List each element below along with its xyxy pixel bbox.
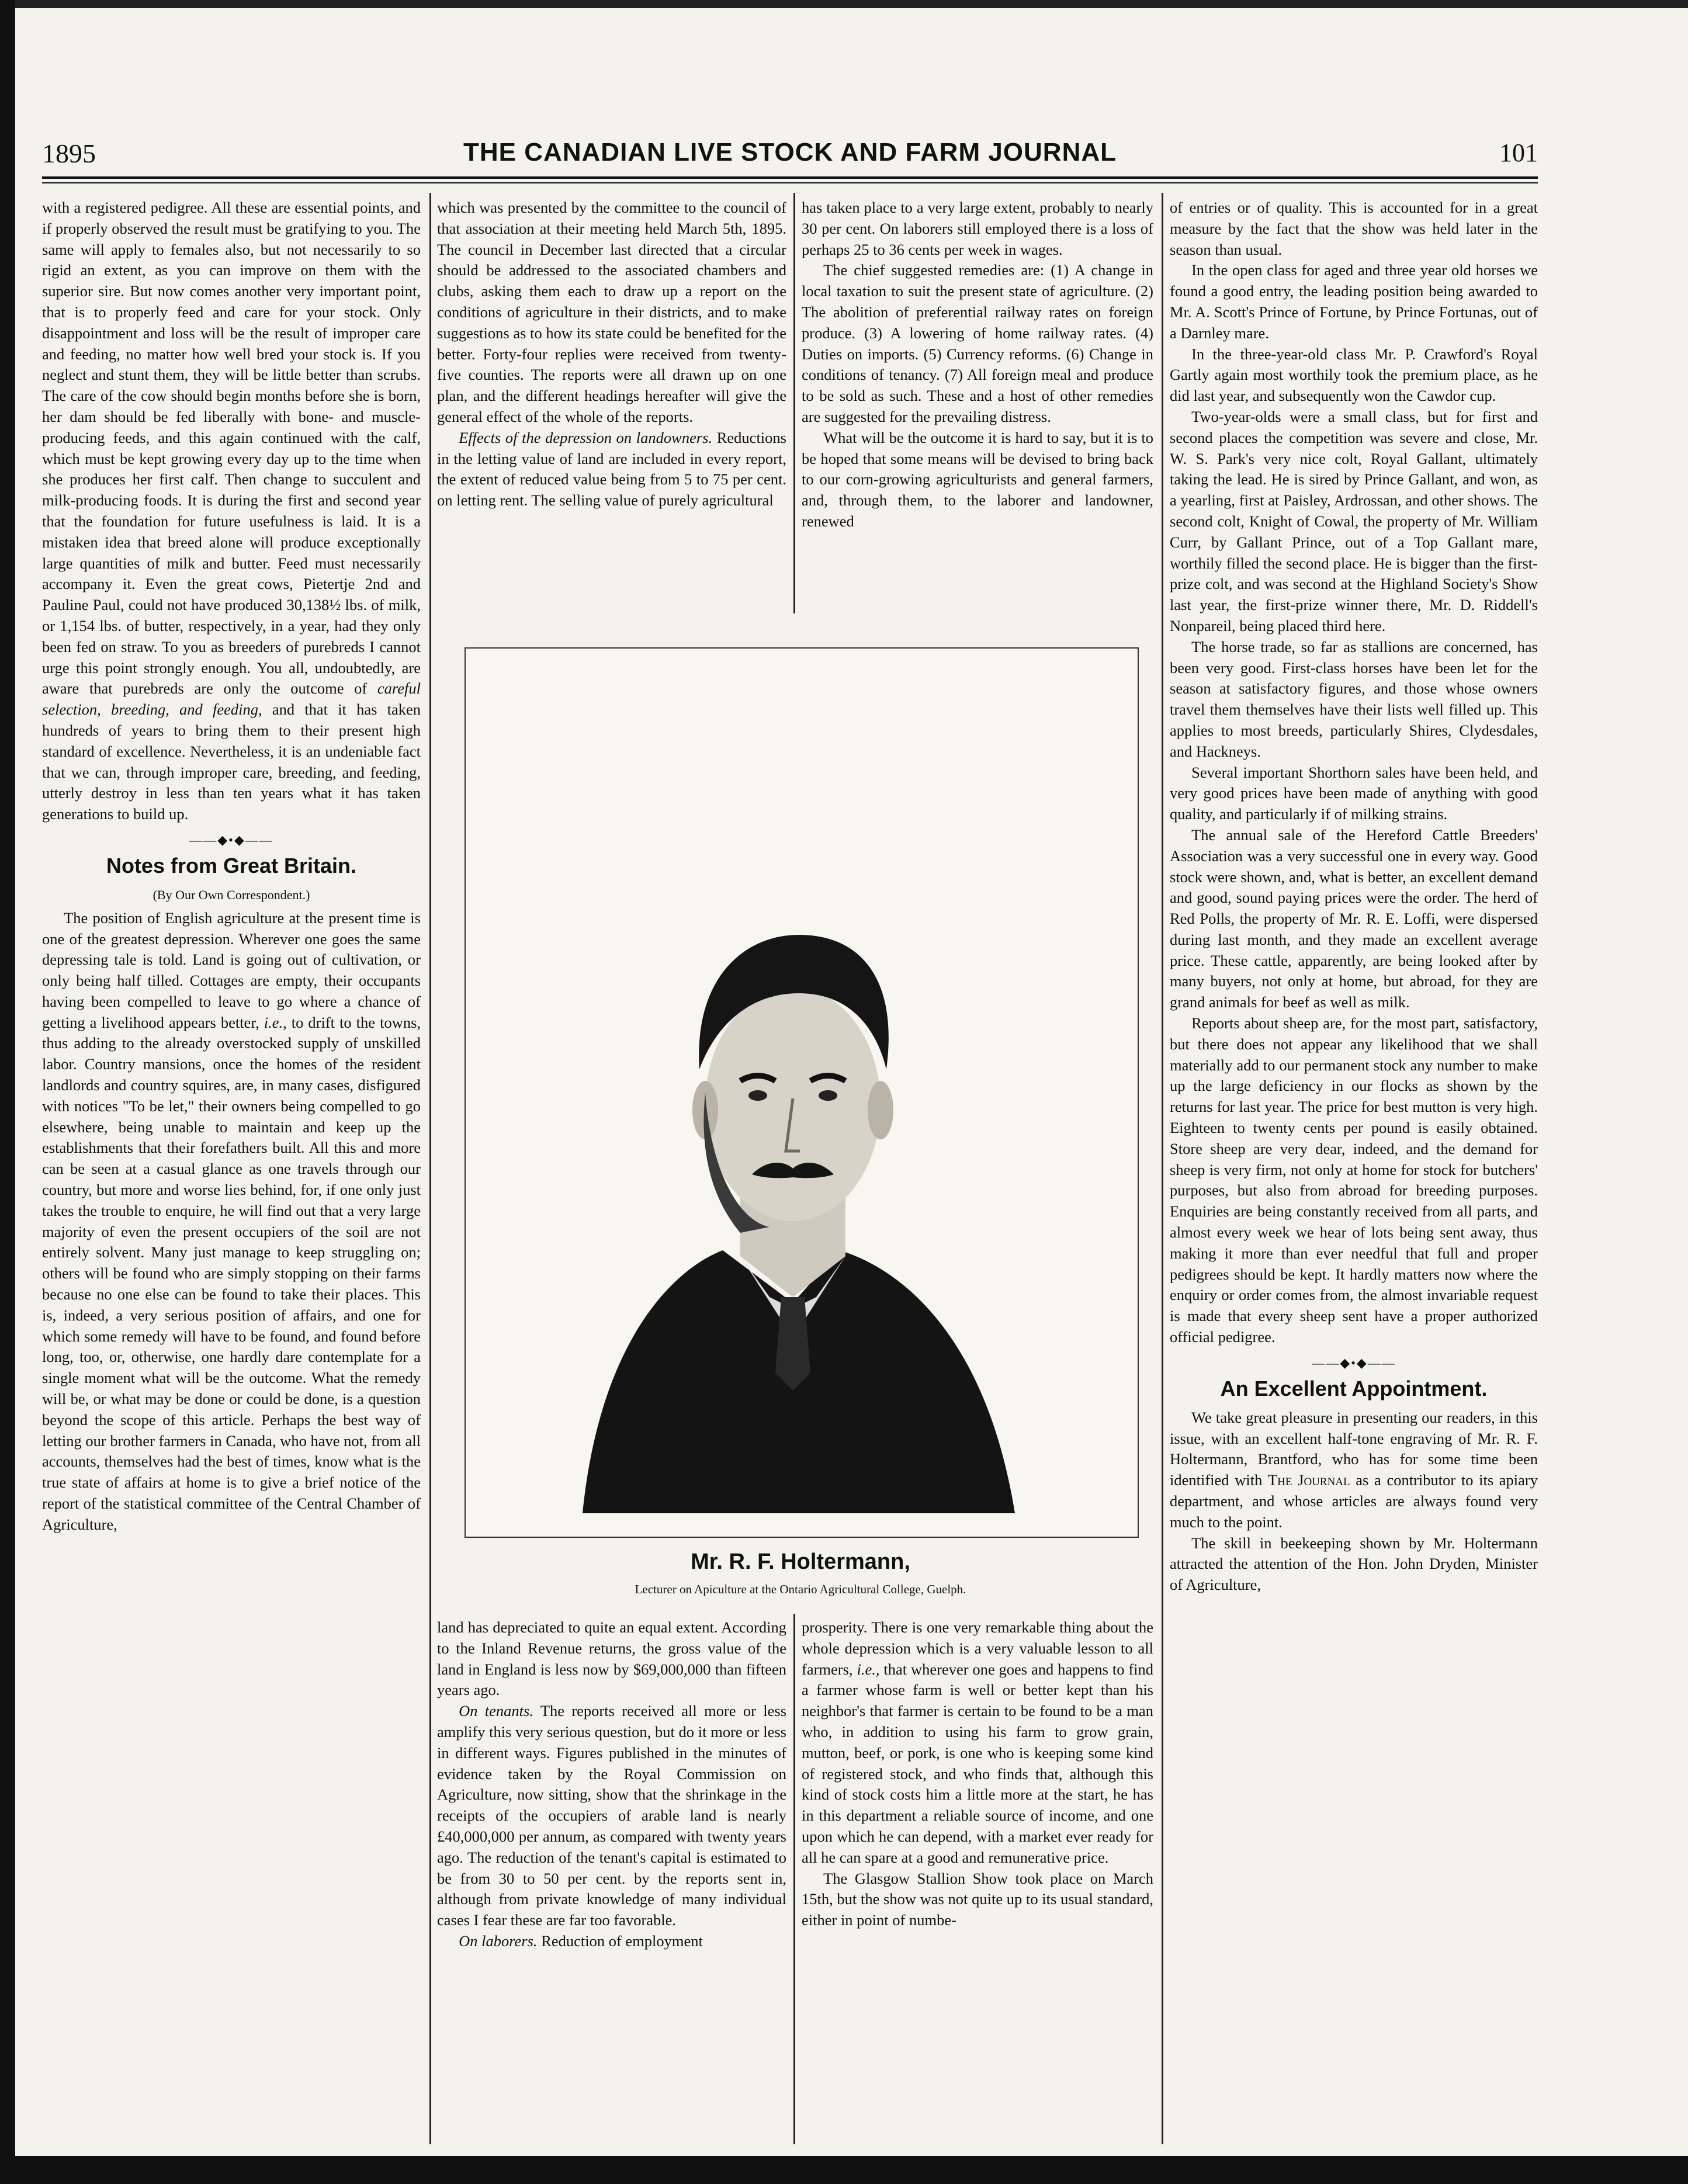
page-edge-top [0, 0, 1688, 8]
page-edge-bottom [0, 2156, 1688, 2184]
heading-excellent-appointment: An Excellent Appointment. [1220, 1376, 1488, 1400]
page-header [42, 138, 1538, 173]
col4-paragraph-6: Several important Shorthorn sales have been held, and very good prices have been made of anything with good quality, and particularly if of milking strains. [1170, 763, 1538, 823]
col2-paragraph-2: Effects of the depression on landowners. Reductions in the letting value of land are included in every report, the extent of reduced value being from 5 to 75 per cent. on letting rent. The selling value of purely agricultural [437, 428, 786, 509]
col3-paragraph-3: What will be the outcome it is hard to say, but it is to be hoped that some means will be devised to bring back to our corn-growing agriculturists and general farmers, and, through them, to the laborer and landowner, renewed [802, 428, 1153, 530]
col4-paragraph-5: The horse trade, so far as stallions are concerned, has been very good. First-class horses have been let for the season at satisfactory figures, and those whose owners travel them themselves have their lists well filled up. This applies to most breeds, particularly Shires, Clydesdales, and Hackneys. [1170, 637, 1538, 760]
col3-paragraph-1: has taken place to a very large extent, probably to nearly 30 per cent. On laborers still employed there is a loss of perhaps 25 to 36 cents per week in wages. [802, 199, 1153, 258]
column-3-bottom [802, 1617, 1153, 1931]
portrait-frame [465, 647, 1139, 1538]
byline: (By Our Own Correspondent.) [152, 887, 310, 902]
col2-paragraph-1: which was presented by the committee to the council of that association at their meeting held March 5th, 1895. The council in December last directed that a circular should be addressed to the associated chambers and clubs, asking them each to draw up a report on the conditions of agriculture in their districts, and to make suggestions as to how its state could be benefited for the better. Forty-four replies were received from twenty-five counties. The reports were all drawn up on one plan, and the different headings hereafter will give the general effect of the whole of the reports. [437, 199, 786, 425]
col3-paragraph-5: The Glasgow Stallion Show took place on March 15th, but the show was not quite up to its usual standard, either in point of numbe- [802, 1869, 1153, 1929]
journal-title: THE CANADIAN LIVE STOCK AND FARM JOURNAL [463, 138, 1117, 167]
header-rule-thin [42, 182, 1538, 183]
heading-notes-great-britain: Notes from Great Britain. [106, 853, 357, 878]
col3-paragraph-2: The chief suggested remedies are: (1) A change in local taxation to suit the present state of agriculture. (2) The abolition of preferential railway rates on foreign produce. (3) A lowering of home railway rates. (4) Duties on imports. (5) Currency reforms. (6) Change in conditions of tenancy. (7) All foreign meal and produce to be sold as such. These and a host of other remedies are suggested for the prevailing distress. [802, 261, 1153, 425]
col2-paragraph-5: On laborers. Reduction of employment [459, 1932, 703, 1950]
column-4 [1170, 197, 1538, 1596]
column-3-top [802, 197, 1153, 532]
column-rule-2-bottom [793, 1614, 795, 2144]
col4-paragraph-4: Two-year-olds were a small class, but for first and second places the competition was severe and close, Mr. W. S. Park's very nice colt, Royal Gallant, ultimately taking the lead. He is sired by Prince Gallant, and won, as a yearling, first at Paisley, Ardrossan, and other shows. The second colt, Knight of Cowal, the property of Mr. William Curr, by Gallant Prince, out of a Top Gallant mare, worthily filled the second place. He is bigger than the first-prize colt, and was second at the Highland Society's Show last year, the first-prize winner there, Mr. D. Riddell's Nonpareil, being placed third here. [1170, 407, 1538, 635]
header-rule [42, 176, 1538, 179]
column-rule-1 [429, 193, 431, 2144]
column-rule-2-top [793, 193, 795, 613]
col4-paragraph-9: We take great pleasure in presenting our readers, in this issue, with an excellent half-tone engraving of Mr. R. F. Holtermann, Brantford, who has for some time been identified with The Journal as a contributor to its apiary department, and whose articles are always found very much to the point. [1170, 1408, 1538, 1531]
col1-paragraph-1: with a registered pedigree. All these are essential points, and if properly observed the result must be gratifying to you. The same will apply to females also, but not necessarily to so rigid an extent, as you can improve on them with the superior sire. But now comes another very important point, that is to properly feed and care for your stock. Only disappointment and loss will be the result of improper care and feeding, no matter how well bred your stock is. If you neglect and stunt them, they will be little better than scrubs. The care of the cow should begin months before she is born, her dam should be fed liberally with bone- and muscle-producing feeds, and this again continued with the calf, which must be kept growing every day up to the time when she produces her first calf. Then change to succulent and milk-producing foods. It is during the first and second year that the foundation for future usefulness is laid. It is a mistaken idea that breed alone will produce exceptionally large quantities of milk and butter. Feed must necessarily accompany it. Even the great cows, Pietertje 2nd and Pauline Paul, could not have produced 30,138½ lbs. of milk, or 1,154 lbs. of butter, respectively, in a year, had they only been fed on straw. To you as breeders of purebreds I cannot urge this point strongly enough. You all, undoubtedly, are aware that purebreds are only the outcome of careful selection, breeding, and feeding, and that it has taken hundreds of years to bring them to their present high standard of excellence. Nevertheless, it is an undeniable fact that we can, through improper care, breeding, and feeding, utterly destroy in less than ten years what it has taken generations to build up. [42, 199, 421, 823]
column-2-bottom [437, 1617, 786, 1952]
column-rule-3 [1162, 193, 1163, 2144]
col2-paragraph-4: On tenants. The reports received all more or less amplify this very serious question, but do it more or less in different ways. Figures published in the minutes of evidence taken by the Royal Commission on Agriculture, now sitting, show that the shrinkage in the receipts of the occupiers of arable land is nearly £40,000,000 per annum, as compared with twenty years ago. The reduction of the tenant's capital is estimated to be from 30 to 50 per cent. by the reports sent in, although from private knowledge of many individual cases I fear these are far too favorable. [437, 1702, 786, 1929]
header-year: 1895 [42, 138, 96, 168]
section-divider-2: ——◆•◆—— [1312, 1355, 1396, 1370]
col4-paragraph-1: of entries or of quality. This is accounted for in a great measure by the fact that the show was held later in the season than usual. [1170, 199, 1538, 258]
section-divider: ——◆•◆—— [189, 832, 273, 847]
col4-paragraph-7: The annual sale of the Hereford Cattle Breeders' Association was a very successful one in every way. Good stock were shown, and, what is better, an excellent demand and good, sound paying prices were the order. The herd of Red Polls, the property of Mr. R. E. Loffi, were dispersed during last month, and they made an excellent average price. These cattle, apparently, are being looked after by many buyers, not only at home, but abroad, for they are grand animals for beef as well as milk. [1170, 826, 1538, 1011]
portrait-caption-name: Mr. R. F. Holtermann, [691, 1549, 910, 1574]
col4-paragraph-8: Reports about sheep are, for the most part, satisfactory, but there does not appear any likelihood that we shall materially add to our permanent stock any number to make up the large deficiency in our flocks as shown by the returns for last year. The price for best mutton is very high. Eighteen to twenty cents per pound is easily obtained. Store sheep are very dear, indeed, and the demand for sheep is very firm, not only at home for stock for butchers' purposes, but also from abroad for breeding purposes. Enquiries are being constantly received from all parts, and almost every week we hear of lots being sent away, thus making it more than ever needful that full and proper pedigrees should be kept. It hardly matters now where the enquiry or order comes from, the almost invariable request is made that every sheep sent have a proper authorized official pedigree. [1170, 1014, 1538, 1346]
col4-paragraph-2: In the open class for aged and three year old horses we found a good entry, the leading position being awarded to Mr. A. Scott's Prince of Fortune, by Prince Fortunas, out of a Darnley mare. [1170, 261, 1538, 342]
col1-paragraph-2: The position of English agriculture at the present time is one of the greatest depression. Wherever one goes the same depressing tale is told. Land is going out of cultivation, or only being half tilled. Cottages are empty, their occupants having been compelled to leave to go where a chance of getting a livelihood appears better, i.e., to drift to the towns, thus adding to the already overstocked supply of unskilled labor. Country mansions, once the homes of the resident landlords and country squires, are, in many cases, disfigured with notices "To be let," their owners being compelled to go elsewhere, being unable to maintain and keep up the establishments that their forefathers built. All this and more can be seen at a casual glance as one travels through our country, but more and worse lies behind, for, if one only just takes the trouble to enquire, he will find out that a very large majority of even the present occupiers of the soil are not entirely solvent. Many just manage to keep struggling on; others will be found who are simply stopping on their farms because no one else can be found to take their places. This is, indeed, a very serious position of affairs, and one for which some remedy will have to be found, and found before long, too, or, otherwise, one hardly dare contemplate for a single moment what will be the outcome. What the remedy will be, or what may be done or could be done, is a question beyond the scope of this article. Perhaps the best way of letting our brother farmers in Canada, who have not, from all accounts, themselves had the best of times, know what is the true state of affairs at home is to give a brief notice of the report of the statistical committee of the Central Chamber of Agriculture, [42, 909, 421, 1533]
portrait-engraving [466, 649, 1138, 1537]
page-number: 101 [1499, 138, 1538, 167]
portrait-caption-subtitle: Lecturer on Apiculture at the Ontario Agricultural College, Guelph. [635, 1582, 966, 1596]
col4-paragraph-10: The skill in beekeeping shown by Mr. Holtermann attracted the attention of the Hon. John Dryden, Minister of Agriculture, [1170, 1534, 1538, 1594]
column-2-top [437, 197, 786, 511]
col4-paragraph-3: In the three-year-old class Mr. P. Crawford's Royal Gartly again most worthily took the premium place, as he did last year, and subsequently won the Cawdor cup. [1170, 345, 1538, 405]
column-1 [42, 197, 421, 1535]
page-edge-left [0, 0, 15, 2184]
col3-paragraph-4: prosperity. There is one very remarkable thing about the whole depression which is a very valuable lesson to all farmers, i.e., that wherever one goes and happens to find a farmer whose farm is well or better kept than his neighbor's that farmer is certain to be found to be a man who, in addition to using his farm to grow grain, mutton, beef, or pork, is one who is keeping some kind of registered stock, and who finds that, although this kind of stock costs him a little more at the start, he has in this department a reliable source of income, and one upon which he can depend, with a market ever ready for all he can spare at a good and remunerative price. [802, 1618, 1154, 1866]
col2-paragraph-3: land has depreciated to quite an equal extent. According to the Inland Revenue returns, the gross value of the land in England is less now by $69,000,000 than fifteen years ago. [437, 1618, 786, 1699]
